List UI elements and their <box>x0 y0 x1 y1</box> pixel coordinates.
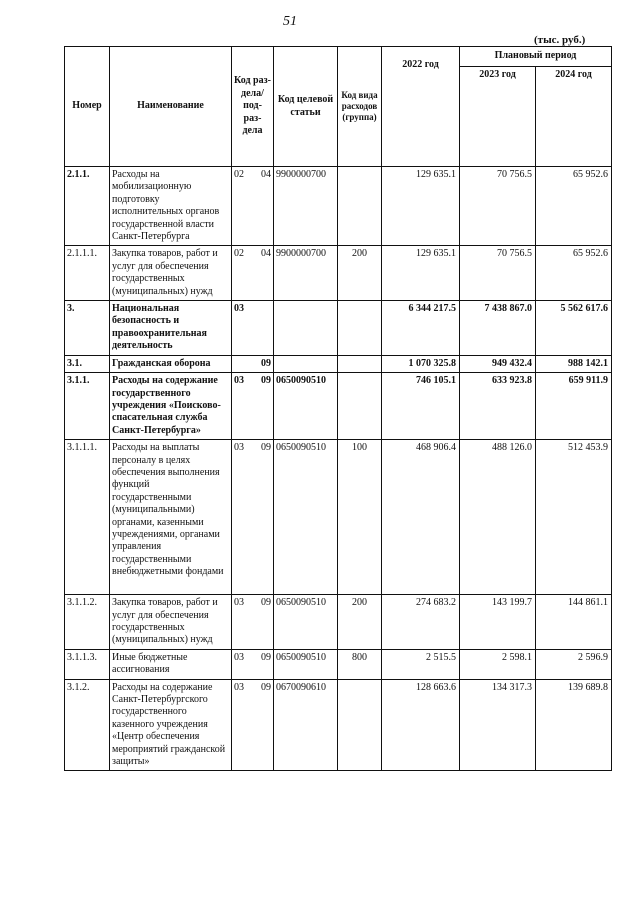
row-2024: 139 689.8 <box>536 679 612 771</box>
row-expense-type <box>338 679 382 771</box>
row-name: Национальная безопасность и правоохранительная деятельность <box>110 301 232 356</box>
header-expense-type: Код вида расходов (группа) <box>338 47 382 167</box>
header-section: Код раз- дела/ под- раз- дела <box>232 47 274 167</box>
row-expense-type: 200 <box>338 246 382 301</box>
row-number: 3.1.1.3. <box>65 649 110 679</box>
header-plan-period: Плановый период <box>460 47 612 67</box>
section-code: 03 <box>234 442 244 454</box>
subsection-code: 09 <box>261 357 271 369</box>
table-row <box>65 301 612 356</box>
row-2024: 2 596.9 <box>536 649 612 679</box>
row-2022: 746 105.1 <box>382 373 460 440</box>
subsection-code: 04 <box>261 169 271 180</box>
row-section-code <box>232 373 274 440</box>
row-2023: 70 756.5 <box>460 246 536 301</box>
section-code: 03 <box>234 303 244 315</box>
row-expense-type: 800 <box>338 649 382 679</box>
row-2023: 134 317.3 <box>460 679 536 771</box>
section-code: 02 <box>234 169 244 180</box>
row-number: 3.1.1.1. <box>65 440 110 595</box>
row-2022: 468 906.4 <box>382 440 460 595</box>
row-2022: 2 515.5 <box>382 649 460 679</box>
row-number: 3.1. <box>65 355 110 372</box>
row-name: Расходы на выплаты персоналу в целях обеспечения выполнения функций государственными (муниципальными) органами, казенными учреждениями, органами управления государственными внебюджетными фондами <box>110 440 232 595</box>
row-number: 3.1.1.2. <box>65 595 110 650</box>
row-2024: 65 952.6 <box>536 167 612 246</box>
header-target: Код целевой статьи <box>274 47 338 167</box>
row-name: Гражданская оборона <box>110 355 232 372</box>
row-2022: 6 344 217.5 <box>382 301 460 356</box>
header-2023: 2023 год <box>460 67 536 167</box>
subsection-code: 09 <box>261 375 271 387</box>
row-2022: 274 683.2 <box>382 595 460 650</box>
header-2024: 2024 год <box>536 67 612 167</box>
row-target-code: 0650090510 <box>274 440 338 595</box>
table-row <box>65 649 612 679</box>
table-row <box>65 167 612 246</box>
section-code: 03 <box>234 681 244 693</box>
subsection-code: 04 <box>261 248 271 260</box>
row-2023: 633 923.8 <box>460 373 536 440</box>
section-code: 02 <box>234 248 244 260</box>
row-number: 2.1.1. <box>65 167 110 246</box>
units-label: (тыс. руб.) <box>534 34 586 46</box>
row-name: Расходы на содержание Санкт-Петербургского государственного казенного учреждения «Центр обеспечения мероприятий гражданской защиты» <box>110 679 232 771</box>
row-expense-type <box>338 355 382 372</box>
row-2023: 7 438 867.0 <box>460 301 536 356</box>
row-name: Закупка товаров, работ и услуг для обеспечения государственных (муниципальных) нужд <box>110 246 232 301</box>
row-2023: 488 126.0 <box>460 440 536 595</box>
row-2024: 988 142.1 <box>536 355 612 372</box>
subsection-code: 09 <box>261 442 271 454</box>
row-2022: 129 635.1 <box>382 167 460 246</box>
table-row <box>65 373 612 440</box>
row-target-code: 0650090510 <box>274 373 338 440</box>
table-row <box>65 679 612 771</box>
table-row <box>65 595 612 650</box>
header-name: Наименование <box>110 47 232 167</box>
row-name: Расходы на мобилизационную подготовку исполнительных органов государственной власти Санкт-Петербурга <box>110 167 232 246</box>
table-body <box>65 167 612 771</box>
section-code: 03 <box>234 651 244 663</box>
row-section-code <box>232 595 274 650</box>
row-target-code: 9900000700 <box>274 167 338 246</box>
row-2023: 949 432.4 <box>460 355 536 372</box>
row-section-code <box>232 301 274 356</box>
row-2024: 5 562 617.6 <box>536 301 612 356</box>
row-expense-type: 200 <box>338 595 382 650</box>
row-target-code: 0670090610 <box>274 679 338 771</box>
row-2024: 512 453.9 <box>536 440 612 595</box>
budget-table <box>64 46 612 771</box>
table-row <box>65 246 612 301</box>
row-target-code <box>274 355 338 372</box>
table-row <box>65 440 612 595</box>
header-number: Номер <box>65 47 110 167</box>
row-2023: 143 199.7 <box>460 595 536 650</box>
section-code: 03 <box>234 597 244 609</box>
section-code: 03 <box>234 375 244 387</box>
row-2023: 70 756.5 <box>460 167 536 246</box>
row-section-code <box>232 679 274 771</box>
row-target-code: 0650090510 <box>274 595 338 650</box>
row-number: 3.1.1. <box>65 373 110 440</box>
row-section-code <box>232 440 274 595</box>
row-number: 2.1.1.1. <box>65 246 110 301</box>
row-2024: 659 911.9 <box>536 373 612 440</box>
row-target-code: 0650090510 <box>274 649 338 679</box>
row-target-code <box>274 301 338 356</box>
row-expense-type <box>338 301 382 356</box>
page-number: 51 <box>283 14 297 29</box>
row-section-code <box>232 246 274 301</box>
row-2024: 144 861.1 <box>536 595 612 650</box>
row-section-code <box>232 355 274 372</box>
row-number: 3.1.2. <box>65 679 110 771</box>
row-2022: 1 070 325.8 <box>382 355 460 372</box>
row-expense-type <box>338 167 382 246</box>
table-row <box>65 355 612 372</box>
row-2023: 2 598.1 <box>460 649 536 679</box>
row-expense-type <box>338 373 382 440</box>
subsection-code: 09 <box>261 681 271 693</box>
row-section-code <box>232 167 274 246</box>
row-name: Иные бюджетные ассигнования <box>110 649 232 679</box>
row-2022: 128 663.6 <box>382 679 460 771</box>
row-name: Расходы на содержание государственного учреждения «Поисково-спасательная служба Санкт-Петербурга» <box>110 373 232 440</box>
row-expense-type: 100 <box>338 440 382 595</box>
row-2024: 65 952.6 <box>536 246 612 301</box>
header-2022: 2022 год <box>382 47 460 167</box>
row-target-code: 9900000700 <box>274 246 338 301</box>
row-section-code <box>232 649 274 679</box>
row-number: 3. <box>65 301 110 356</box>
row-2022: 129 635.1 <box>382 246 460 301</box>
row-name: Закупка товаров, работ и услуг для обеспечения государственных (муниципальных) нужд <box>110 595 232 650</box>
subsection-code: 09 <box>261 651 271 663</box>
subsection-code: 09 <box>261 597 271 609</box>
